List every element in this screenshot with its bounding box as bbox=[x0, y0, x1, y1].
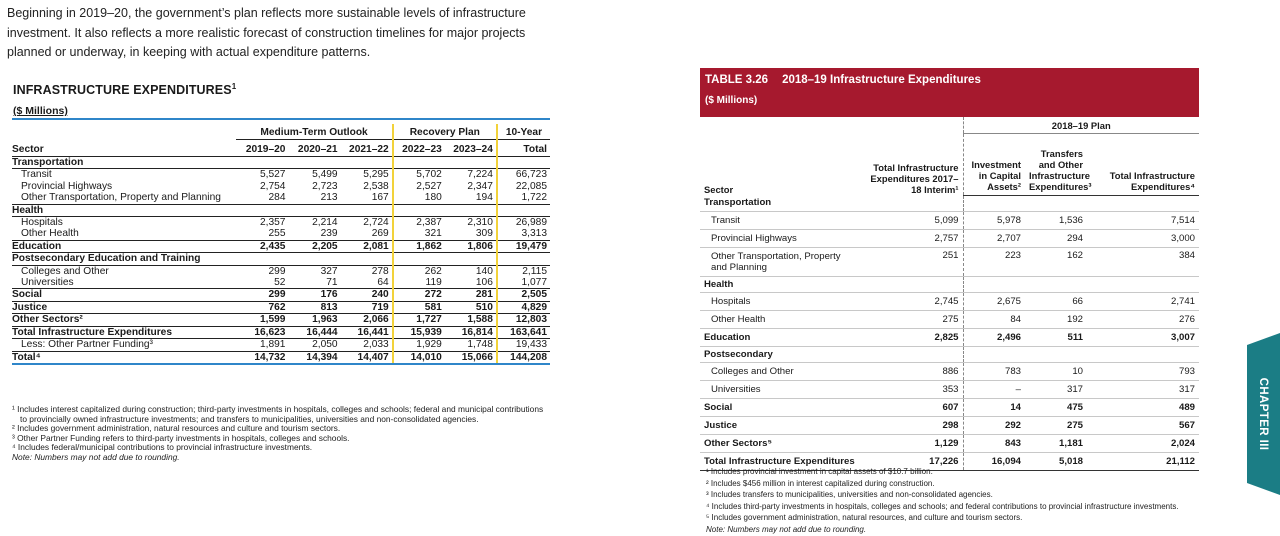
rt-cell-value: 2,707 bbox=[963, 229, 1025, 247]
left-infrastructure-table bbox=[12, 124, 550, 365]
lt-cell-value: 16,814 bbox=[445, 326, 497, 338]
lt-cell-value: 2,724 bbox=[341, 217, 393, 229]
lt-cell-value: 14,732 bbox=[236, 351, 288, 364]
lt-cell-value: 309 bbox=[445, 228, 497, 240]
rt-cell-value: 607 bbox=[866, 398, 963, 416]
lt-cell-value: 26,989 bbox=[515, 217, 547, 229]
lt-cell-value: 272 bbox=[393, 289, 445, 301]
lt-cell-value: 2,310 bbox=[445, 217, 497, 229]
left-table-title: INFRASTRUCTURE EXPENDITURES$^1$ bbox=[13, 82, 237, 98]
lt-cell-value: 2,723 bbox=[312, 180, 338, 192]
lt-cell-value: 4,829 bbox=[497, 301, 550, 313]
rt-cell-value bbox=[866, 195, 963, 211]
lt-cell-value: 269 bbox=[341, 228, 393, 240]
lt-cell-value: 281 bbox=[445, 289, 497, 301]
lt-cell-value: 19,433 bbox=[497, 339, 550, 351]
rt-cell-value: 5,978 bbox=[963, 211, 1025, 229]
lt-header-cell: 2022–23 bbox=[393, 140, 445, 157]
lt-cell-value: 2,050 bbox=[288, 339, 340, 351]
rt-cell-value: 489 bbox=[1087, 398, 1199, 416]
rt-cell-value: 3,007 bbox=[1087, 328, 1199, 346]
lt-cell-value: 71 bbox=[288, 277, 340, 289]
rt-plan-group: 2018–19 Plan bbox=[963, 117, 1199, 134]
rt-row-label-text: Other Sectors⁵ bbox=[704, 437, 772, 449]
rt-cell-value: 2,825 bbox=[866, 328, 963, 346]
rt-cell-value: – bbox=[963, 380, 1025, 398]
lt-cell-value: 16,441 bbox=[341, 326, 393, 338]
lt-row-label: Less: Other Partner Funding³ bbox=[12, 339, 236, 351]
rt-cell-value: 5,099 bbox=[866, 211, 963, 229]
rt-cell-value bbox=[1087, 346, 1199, 362]
lt-table-row bbox=[12, 326, 550, 338]
lt-row-label: Justice bbox=[12, 301, 236, 313]
lt-row-label: Other Transportation, Property and Planning bbox=[12, 192, 236, 204]
lt-table-row bbox=[12, 240, 550, 252]
lt-cell-value: 262 bbox=[424, 265, 442, 277]
lt-header-cell: 2023–24 bbox=[445, 140, 497, 157]
lt-header-cell: 2019–20 bbox=[236, 140, 288, 157]
rt-row-label bbox=[700, 310, 866, 328]
lt-row-label: Other Sectors² bbox=[12, 314, 236, 326]
rt-cell-value: 251 bbox=[866, 247, 963, 276]
lt-cell-value: 19,479 bbox=[497, 240, 550, 252]
lt-cell-value: 1,077 bbox=[497, 277, 550, 289]
rt-col-total: Total Infrastructure Expenditures⁴ bbox=[1087, 134, 1199, 196]
rt-cell-value: 14 bbox=[963, 398, 1025, 416]
rt-cell-value: 567 bbox=[1087, 416, 1199, 434]
lt-table-row bbox=[12, 339, 550, 351]
lt-row-label: Colleges and Other bbox=[21, 265, 109, 277]
rt-cell-value: 10 bbox=[1025, 362, 1087, 380]
lt-footnote: ¹ Includes interest capitalized during construction; third-party investments in hospitals, colleges and schools; federal and municipal contributions to provincially owned infrastructure investments; and transfers to municipalities, universities and non-consolidated agencies. bbox=[12, 404, 544, 424]
lt-cell-value: 240 bbox=[341, 289, 393, 301]
rt-row-label-text: Postsecondary bbox=[704, 348, 773, 360]
lt-cell-value: 2,115 bbox=[522, 265, 547, 277]
lt-cell-value: 15,939 bbox=[393, 326, 445, 338]
rt-table-row bbox=[700, 346, 1199, 362]
rt-col-capital: Investment in Capital Assets² bbox=[963, 134, 1025, 196]
rt-cell-value: 275 bbox=[866, 310, 963, 328]
intro-paragraph bbox=[7, 4, 537, 63]
rt-row-label-text: Health bbox=[704, 278, 734, 290]
rt-cell-value: 1,181 bbox=[1025, 434, 1087, 452]
lt-cell-value: 1,806 bbox=[445, 240, 497, 252]
lt-cell-value: 284 bbox=[236, 192, 288, 204]
chapter-tab[interactable] bbox=[1247, 333, 1280, 495]
rt-footnote: ⁴ Includes third-party investments in hospitals, colleges and schools; and federal contributions to provincial infrastructure investments. bbox=[706, 501, 1179, 511]
lt-cell-value: 106 bbox=[445, 277, 497, 289]
rt-row-label bbox=[700, 195, 866, 211]
rt-row-label-text: Social bbox=[704, 401, 733, 413]
lt-table-row bbox=[12, 157, 550, 169]
lt-header-cell: 2020–21 bbox=[288, 140, 340, 157]
lt-cell-value: 2,527 bbox=[416, 180, 442, 192]
rt-cell-value: 294 bbox=[1025, 229, 1087, 247]
lt-cell-value: 15,066 bbox=[445, 351, 497, 364]
lt-header-cell: 2021–22 bbox=[341, 140, 393, 157]
lt-row-label: Transportation bbox=[12, 157, 236, 169]
lt-row-label: Total⁴ bbox=[12, 351, 236, 364]
group-medium-term: Medium-Term Outlook bbox=[236, 124, 392, 140]
lt-cell-value: 5,499 bbox=[312, 169, 338, 181]
lt-cell-value: 813 bbox=[288, 301, 340, 313]
rt-col-interim: Total Infrastructure Expenditures 2017–18 Interim¹ bbox=[866, 117, 963, 195]
lt-cell-value: 213 bbox=[288, 192, 340, 204]
lt-cell-value: 5,702 bbox=[416, 169, 442, 181]
rt-cell-value bbox=[1025, 276, 1087, 292]
lt-cell-value: 2,387 bbox=[416, 217, 442, 229]
lt-row-label: Postsecondary Education and Training bbox=[12, 253, 236, 265]
rt-row-label-text: Provincial Highways bbox=[711, 232, 797, 244]
rt-cell-value: 475 bbox=[1025, 398, 1087, 416]
lt-table-row bbox=[12, 228, 550, 240]
rt-cell-value bbox=[963, 276, 1025, 292]
rt-cell-value: 511 bbox=[1025, 328, 1087, 346]
rt-row-label bbox=[700, 416, 866, 434]
lt-table-row bbox=[12, 265, 550, 277]
lt-cell-value: 2,538 bbox=[341, 181, 393, 192]
rt-col-transfers: Transfers and Other Infrastructure Expenditures³ bbox=[1025, 134, 1087, 196]
lt-cell-value: 1,722 bbox=[497, 192, 550, 204]
lt-cell-value: 5,527 bbox=[259, 169, 286, 181]
rt-table-row bbox=[700, 229, 1199, 247]
lt-cell-value: 16,444 bbox=[288, 326, 340, 338]
group-ten-year: 10-Year bbox=[497, 124, 550, 140]
lt-cell-value: 1,599 bbox=[236, 314, 288, 326]
lt-cell-value: 1,862 bbox=[393, 240, 445, 252]
lt-row-label: Education bbox=[12, 240, 236, 252]
lt-cell-value: 1,891 bbox=[236, 339, 288, 351]
left-table-units: ($ Millions) bbox=[13, 105, 68, 117]
lt-cell-value: 140 bbox=[445, 265, 497, 277]
rt-row-label-text: Universities bbox=[711, 383, 761, 395]
lt-cell-value: 3,313 bbox=[497, 228, 550, 240]
lt-cell-value: 119 bbox=[393, 277, 445, 289]
rt-row-label-text: Hospitals bbox=[711, 295, 751, 307]
rt-row-label bbox=[700, 229, 866, 247]
lt-cell-value: 321 bbox=[393, 228, 445, 240]
lt-cell-value: 1,929 bbox=[393, 339, 445, 351]
lt-cell-value: 2,066 bbox=[341, 314, 393, 326]
rt-cell-value bbox=[963, 346, 1025, 362]
lt-cell-value: 2,505 bbox=[497, 289, 550, 301]
lt-cell-value: 2,347 bbox=[445, 181, 497, 192]
rt-row-label bbox=[700, 398, 866, 416]
lt-rounding-note: Note: Numbers may not add due to rounding. bbox=[12, 451, 180, 462]
lt-cell-value: 299 bbox=[236, 289, 288, 301]
rt-cell-value: 3,000 bbox=[1087, 229, 1199, 247]
right-infrastructure-table bbox=[700, 117, 1199, 471]
lt-cell-value: 2,214 bbox=[312, 217, 338, 229]
rt-cell-value: 2,741 bbox=[1087, 292, 1199, 310]
lt-table-row bbox=[12, 301, 550, 313]
lt-cell-value: 163,641 bbox=[497, 326, 550, 338]
lt-cell-value: 581 bbox=[393, 301, 445, 313]
rt-table-row bbox=[700, 292, 1199, 310]
rt-cell-value: 162 bbox=[1025, 247, 1087, 276]
rt-cell-value: 84 bbox=[963, 310, 1025, 328]
lt-cell-value: 299 bbox=[268, 265, 286, 277]
rt-cell-value: 317 bbox=[1025, 380, 1087, 398]
lt-table-row bbox=[12, 351, 550, 364]
lt-cell-value: 194 bbox=[445, 192, 497, 204]
lt-footnote: ² Includes government administration, natural resources and culture and tourism sectors. bbox=[12, 423, 341, 434]
rt-cell-value bbox=[1025, 346, 1087, 362]
rt-cell-value: 783 bbox=[963, 362, 1025, 380]
lt-cell-value: 510 bbox=[445, 301, 497, 313]
rt-row-label bbox=[700, 346, 866, 362]
rt-cell-value: 384 bbox=[1087, 247, 1199, 276]
rt-row-label bbox=[700, 292, 866, 310]
rt-table-row bbox=[700, 310, 1199, 328]
lt-cell-value: 1,748 bbox=[445, 339, 497, 351]
rt-cell-value: 292 bbox=[963, 416, 1025, 434]
chapter-tab-label: CHAPTER III bbox=[1257, 377, 1269, 451]
right-table-container bbox=[700, 117, 1199, 471]
right-table-title: TABLE 3.26 2018–19 Infrastructure Expenditures bbox=[705, 74, 981, 86]
rt-cell-value: 793 bbox=[1087, 362, 1199, 380]
lt-cell-value: 1,963 bbox=[288, 314, 340, 326]
rt-row-label bbox=[700, 276, 866, 292]
rt-cell-value: 5,018 bbox=[1025, 452, 1087, 470]
rt-cell-value: 66 bbox=[1025, 292, 1087, 310]
rt-cell-value: 353 bbox=[866, 380, 963, 398]
lt-table-row bbox=[12, 181, 550, 192]
rt-table-row bbox=[700, 195, 1199, 211]
rt-cell-value: 192 bbox=[1025, 310, 1087, 328]
rt-row-label bbox=[700, 434, 866, 452]
rt-row-label bbox=[700, 211, 866, 229]
lt-cell-value: 176 bbox=[288, 289, 340, 301]
lt-cell-value: 7,224 bbox=[445, 169, 497, 181]
rt-table-row bbox=[700, 434, 1199, 452]
rt-cell-value bbox=[1087, 195, 1199, 211]
rt-cell-value: 1,129 bbox=[866, 434, 963, 452]
rt-cell-value bbox=[963, 195, 1025, 211]
lt-cell-value: 52 bbox=[236, 277, 288, 289]
lt-cell-value: 64 bbox=[341, 277, 393, 289]
rt-table-row bbox=[700, 380, 1199, 398]
lt-footnote: ³ Other Partner Funding refers to third-party investments in hospitals, colleges and schools. bbox=[12, 432, 350, 443]
lt-header-cell: Sector bbox=[12, 140, 236, 157]
lt-table-row bbox=[12, 192, 550, 204]
lt-cell-value: 719 bbox=[341, 301, 393, 313]
rt-cell-value: 317 bbox=[1087, 380, 1199, 398]
lt-cell-value: 2,754 bbox=[259, 180, 286, 192]
rt-table-row bbox=[700, 362, 1199, 380]
rt-row-label-text: Other Transportation, Property bbox=[711, 250, 841, 262]
rt-cell-value: 843 bbox=[963, 434, 1025, 452]
lt-cell-value: 2,081 bbox=[341, 240, 393, 252]
rt-row-label-text-2: and Planning bbox=[711, 261, 768, 273]
lt-cell-value: 14,010 bbox=[393, 351, 445, 364]
rt-cell-value: 886 bbox=[866, 362, 963, 380]
lt-row-label: Total Infrastructure Expenditures bbox=[12, 326, 236, 338]
lt-cell-value: 2,033 bbox=[341, 339, 393, 351]
rt-cell-value: 2,496 bbox=[963, 328, 1025, 346]
lt-row-label: Social bbox=[12, 289, 236, 301]
lt-row-label: Hospitals bbox=[21, 217, 63, 229]
group-recovery-plan: Recovery Plan bbox=[393, 124, 497, 140]
lt-cell-value: 239 bbox=[288, 228, 340, 240]
lt-row-label: Universities bbox=[12, 277, 236, 289]
right-table-header-bar bbox=[700, 68, 1199, 117]
lt-row-label: Provincial Highways bbox=[21, 180, 113, 192]
rt-cell-value: 1,536 bbox=[1025, 211, 1087, 229]
rt-cell-value: 2,024 bbox=[1087, 434, 1199, 452]
lt-cell-value: 12,803 bbox=[497, 314, 550, 326]
rt-footnote: ³ Includes transfers to municipalities, universities and non-consolidated agencies. bbox=[706, 490, 993, 500]
intro-line-1: Beginning in 2019–20, the government’s plan reflects more sustainable levels of infrastructure bbox=[7, 6, 526, 20]
lt-cell-value: 2,435 bbox=[236, 240, 288, 252]
rt-row-label bbox=[700, 362, 866, 380]
lt-cell-value: 5,295 bbox=[341, 169, 393, 181]
rt-rounding-note: Note: Numbers may not add due to rounding. bbox=[706, 524, 867, 534]
lt-cell-value: 327 bbox=[320, 265, 338, 277]
rt-cell-value: 2,745 bbox=[866, 292, 963, 310]
lt-cell-value: 2,205 bbox=[288, 240, 340, 252]
rt-footnote: ² Includes $456 million in interest capitalized during construction. bbox=[706, 478, 935, 488]
rt-row-label bbox=[700, 328, 866, 346]
lt-cell-value: 278 bbox=[341, 265, 393, 277]
rt-cell-value: 2,757 bbox=[866, 229, 963, 247]
right-table-notes bbox=[706, 466, 1206, 536]
rt-row-label-text: Colleges and Other bbox=[711, 365, 794, 377]
lt-cell-value: 22,085 bbox=[515, 180, 547, 192]
lt-cell-value: 762 bbox=[236, 301, 288, 313]
rt-table-row bbox=[700, 247, 1199, 276]
lt-row-label: Other Health bbox=[12, 228, 236, 240]
lt-cell-value: 66,723 bbox=[515, 169, 547, 181]
rt-row-label bbox=[700, 247, 866, 276]
rt-cell-value: 2,675 bbox=[963, 292, 1025, 310]
right-table-units: ($ Millions) bbox=[705, 95, 758, 106]
left-table-top-rule bbox=[12, 118, 550, 120]
rt-table-row bbox=[700, 416, 1199, 434]
rt-cell-value: 17,226 bbox=[866, 452, 963, 470]
rt-cell-value: 7,514 bbox=[1087, 211, 1199, 229]
rt-cell-value: 276 bbox=[1087, 310, 1199, 328]
lt-cell-value: 180 bbox=[393, 192, 445, 204]
rt-table-row bbox=[700, 398, 1199, 416]
rt-cell-value: 21,112 bbox=[1087, 452, 1199, 470]
rt-footnote: ¹ Includes provincial investment in capital assets of $10.7 billion. bbox=[706, 467, 933, 476]
lt-cell-value: 14,407 bbox=[341, 351, 393, 364]
left-table-container bbox=[12, 124, 550, 365]
rt-cell-value: 16,094 bbox=[963, 452, 1025, 470]
lt-table-row bbox=[12, 289, 550, 301]
rt-row-label-text: Transportation bbox=[704, 197, 772, 209]
rt-row-label-text: Education bbox=[704, 331, 751, 343]
rt-row-label-text: Other Health bbox=[711, 313, 766, 325]
rt-row-label-text: Justice bbox=[704, 419, 738, 431]
left-table-notes bbox=[12, 405, 552, 463]
lt-cell-value: 1,727 bbox=[393, 314, 445, 326]
rt-row-label-text: Total Infrastructure Expenditures bbox=[704, 455, 855, 467]
lt-footnote: ⁴ Includes federal/municipal contributions to provincial infrastructure investments. bbox=[12, 442, 313, 453]
rt-table-row bbox=[700, 276, 1199, 292]
lt-cell-value: 14,394 bbox=[288, 351, 340, 364]
rt-cell-value: 275 bbox=[1025, 416, 1087, 434]
rt-row-label-text: Transit bbox=[711, 214, 740, 226]
rt-cell-value bbox=[866, 346, 963, 362]
lt-table-row bbox=[12, 253, 550, 265]
rt-row-label bbox=[700, 380, 866, 398]
lt-table-row bbox=[12, 217, 550, 229]
intro-line-2: investment. It also reflects a more realistic forecast of construction timelines for major projects bbox=[7, 25, 526, 40]
lt-cell-value: 167 bbox=[341, 192, 393, 204]
rt-cell-value: 298 bbox=[866, 416, 963, 434]
lt-table-row bbox=[12, 169, 550, 181]
lt-table-row bbox=[12, 277, 550, 289]
lt-row-label: Transit bbox=[21, 169, 52, 181]
lt-cell-value: 1,588 bbox=[445, 314, 497, 326]
rt-table-row bbox=[700, 211, 1199, 229]
rt-footnote: ⁵ Includes government administration, natural resources, and culture and tourism sectors. bbox=[706, 513, 1023, 523]
rt-cell-value bbox=[866, 276, 963, 292]
lt-cell-value: 255 bbox=[236, 228, 288, 240]
lt-cell-value: 144,208 bbox=[497, 351, 550, 364]
lt-header-cell: Total bbox=[497, 140, 550, 157]
rt-cell-value: 223 bbox=[963, 247, 1025, 276]
lt-table-row bbox=[12, 204, 550, 216]
rt-cell-value bbox=[1087, 276, 1199, 292]
rt-col-sector: Sector bbox=[704, 184, 734, 195]
rt-cell-value bbox=[1025, 195, 1087, 211]
lt-cell-value: 16,623 bbox=[236, 326, 288, 338]
rt-table-row bbox=[700, 328, 1199, 346]
lt-table-row bbox=[12, 314, 550, 326]
intro-line-3: planned or underway, in keeping with actual expenditure patterns. bbox=[7, 45, 371, 59]
lt-row-label: Health bbox=[12, 204, 236, 216]
lt-cell-value: 2,357 bbox=[259, 217, 286, 229]
